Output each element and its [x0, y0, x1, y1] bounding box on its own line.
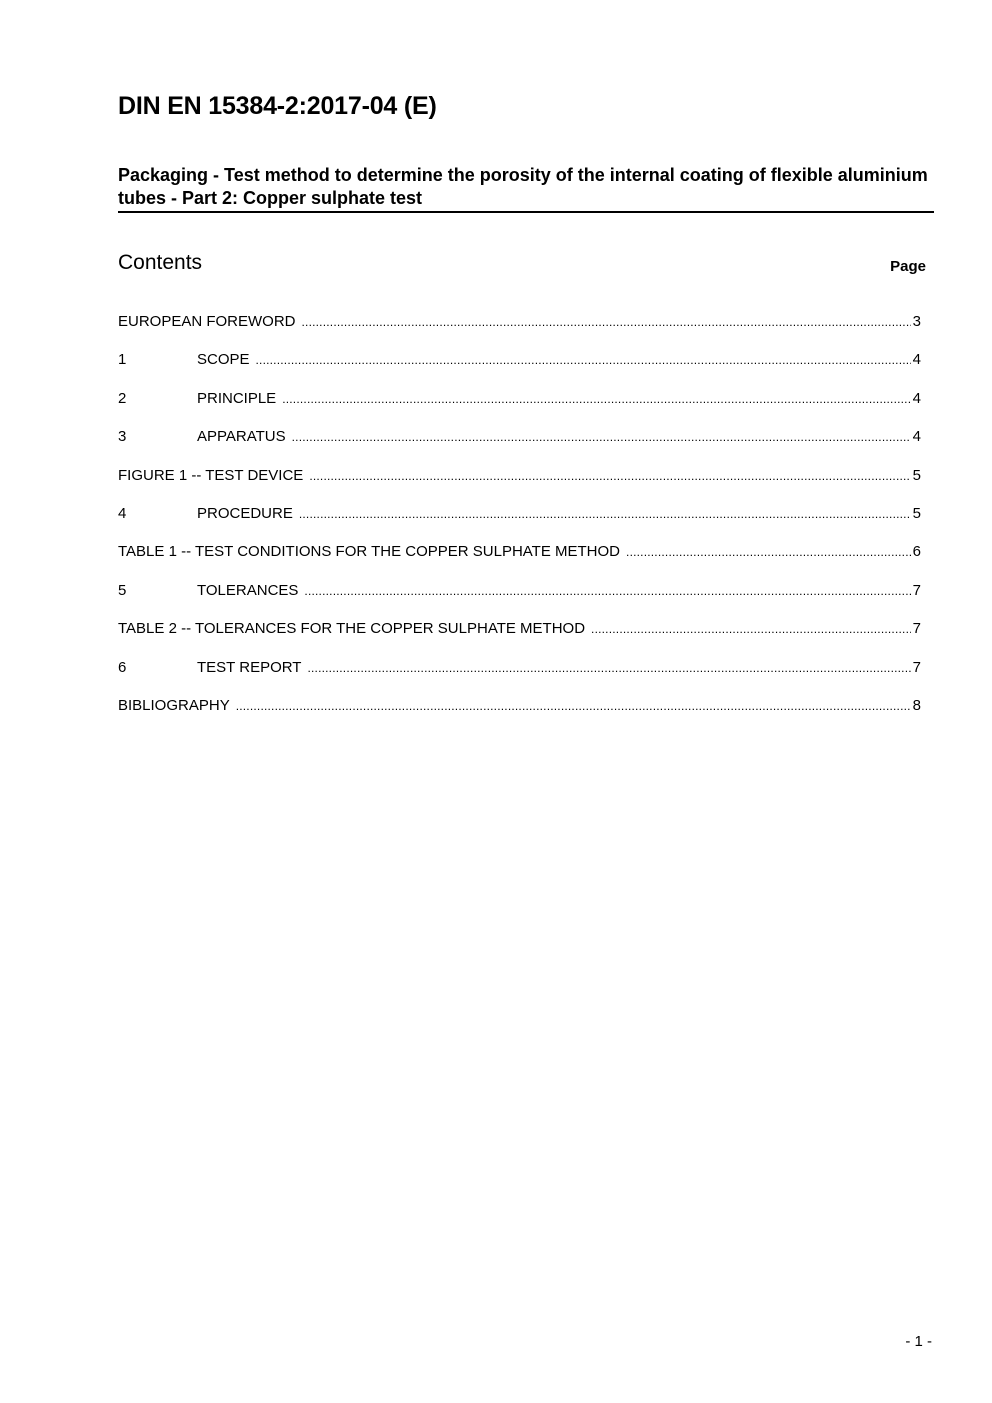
toc-dot-leader — [626, 545, 911, 559]
toc-entry-page: 8 — [912, 696, 921, 714]
toc-entry-title: APPARATUS — [197, 428, 286, 446]
table-of-contents — [118, 313, 921, 735]
toc-entry-number: 3 — [118, 428, 127, 446]
toc-entry-table-2[interactable] — [118, 620, 921, 658]
toc-entry-page: 5 — [912, 504, 921, 522]
page-number: - 1 - — [905, 1333, 932, 1350]
toc-dot-leader — [302, 315, 911, 329]
toc-entry-test-report[interactable] — [118, 659, 921, 697]
toc-entry-title: PROCEDURE — [197, 504, 293, 522]
toc-dot-leader — [307, 661, 910, 675]
toc-entry-page: 4 — [912, 428, 921, 446]
toc-entry-title: TABLE 1 -- TEST CONDITIONS FOR THE COPPER SULPHATE METHOD — [118, 543, 621, 561]
toc-entry-title: TOLERANCES — [197, 581, 299, 599]
document-title: Packaging - Test method to determine the porosity of the internal coating of flexible aluminium tubes - Part 2: Copper sulphate test — [118, 164, 934, 213]
toc-entry-page: 4 — [912, 351, 921, 369]
toc-dot-leader — [309, 469, 910, 483]
toc-dot-leader — [256, 353, 911, 367]
toc-dot-leader — [591, 622, 911, 636]
toc-dot-leader — [236, 699, 911, 713]
toc-entry-apparatus[interactable] — [118, 428, 921, 466]
toc-entry-procedure[interactable] — [118, 505, 921, 543]
document-id: DIN EN 15384-2:2017-04 (E) — [118, 92, 437, 120]
toc-entry-number: 6 — [118, 658, 127, 676]
toc-entry-page: 5 — [912, 466, 921, 484]
toc-entry-number: 1 — [118, 351, 127, 369]
toc-entry-title: FIGURE 1 -- TEST DEVICE — [118, 466, 304, 484]
toc-entry-page: 7 — [912, 658, 921, 676]
toc-entry-number: 2 — [118, 389, 127, 407]
toc-dot-leader — [282, 392, 910, 406]
toc-entry-title: BIBLIOGRAPHY — [118, 696, 230, 714]
toc-dot-leader — [304, 584, 910, 598]
toc-entry-page: 4 — [912, 389, 921, 407]
toc-dot-leader — [299, 507, 911, 521]
toc-dot-leader — [292, 430, 911, 444]
toc-entry-tolerances[interactable] — [118, 582, 921, 620]
toc-entry-principle[interactable] — [118, 390, 921, 428]
toc-entry-european-foreword[interactable] — [118, 313, 921, 351]
toc-entry-table-1[interactable] — [118, 543, 921, 581]
page-column-label: Page — [890, 258, 926, 275]
toc-entry-page: 7 — [912, 581, 921, 599]
toc-entry-page: 7 — [912, 620, 921, 638]
contents-heading: Contents — [118, 251, 203, 274]
toc-entry-title: TEST REPORT — [197, 658, 302, 676]
toc-entry-title: SCOPE — [197, 351, 250, 369]
toc-entry-scope[interactable] — [118, 351, 921, 389]
toc-entry-number: 4 — [118, 504, 127, 522]
toc-entry-title: PRINCIPLE — [197, 389, 277, 407]
toc-entry-figure-1[interactable] — [118, 467, 921, 505]
toc-entry-bibliography[interactable] — [118, 697, 921, 735]
toc-entry-title: EUROPEAN FOREWORD — [118, 313, 296, 330]
toc-entry-number: 5 — [118, 581, 127, 599]
toc-entry-title: TABLE 2 -- TOLERANCES FOR THE COPPER SULPHATE METHOD — [118, 620, 586, 638]
toc-entry-page: 6 — [912, 543, 921, 561]
toc-entry-page: 3 — [912, 313, 921, 330]
